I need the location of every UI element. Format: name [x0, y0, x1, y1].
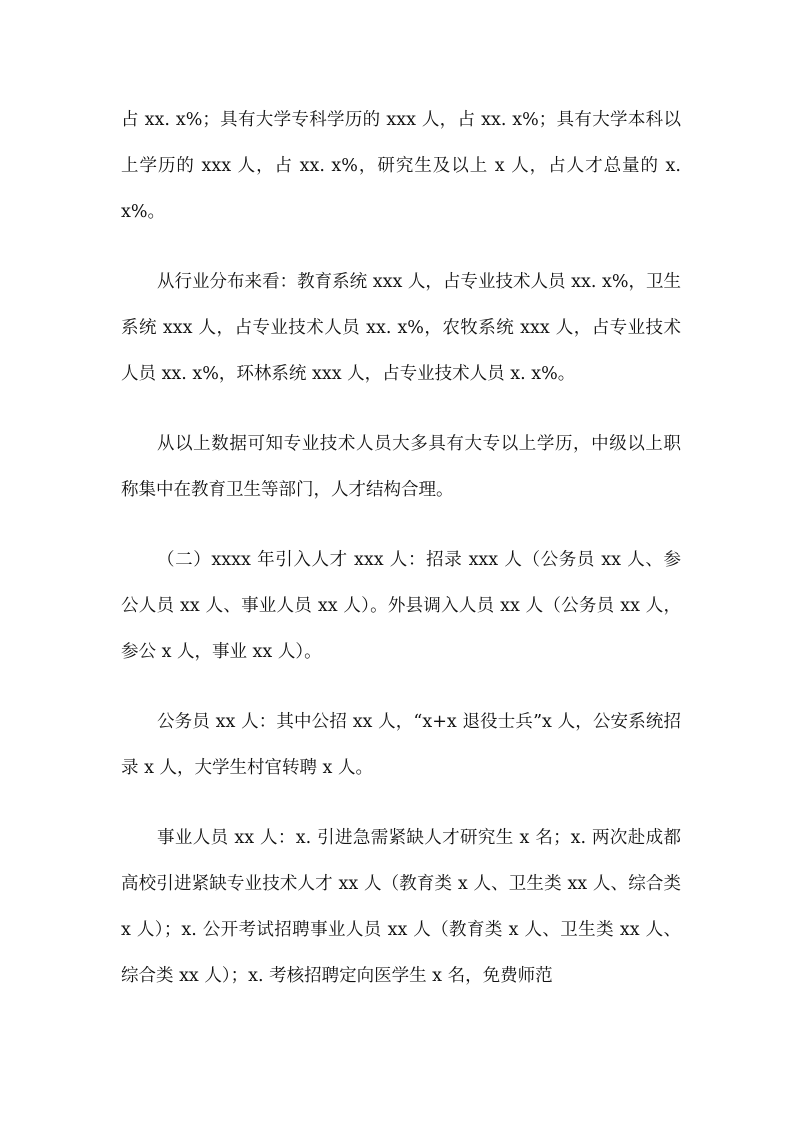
paragraph-public-institution-staff: 事业人员 xx 人：x. 引进急需紧缺人才研究生 x 名；x. 两次赴成都高校引进紧缺专业技术人才 xx 人（教育类 x 人、卫生类 xx 人、综合类 x 人）；x. 公开考试招聘事业人员 xx 人（教育类 x 人、卫生类 xx 人、综合类 xx 人）；x. 考核招聘定向医学生 x 名，免费师范 — [121, 828, 681, 986]
paragraph-talent-introduction: （二）xxxx 年引入人才 xxx 人：招录 xxx 人（公务员 xx 人、参公人员 xx 人、事业人员 xx 人）。外县调入人员 xx 人（公务员 xx 人，参公 x 人，事业 xx 人）。 — [121, 550, 681, 662]
paragraph-education-stats: 占 xx. x%；具有大学专科学历的 xxx 人，占 xx. x%；具有大学本科以上学历的 xxx 人，占 xx. x%，研究生及以上 x 人，占人才总量的 x. x%。 — [121, 110, 681, 222]
paragraph-industry-distribution: 从行业分布来看：教育系统 xxx 人，占专业技术人员 xx. x%，卫生系统 xxx 人，占专业技术人员 xx. x%，农牧系统 xxx 人，占专业技术人员 xx. x%，环林系统 xxx 人，占专业技术人员 x. x%。 — [121, 272, 681, 384]
document-body — [121, 97, 681, 999]
paragraph-conclusion: 从以上数据可知专业技术人员大多具有大专以上学历，中级以上职称集中在教育卫生等部门，人才结构合理。 — [121, 434, 681, 500]
paragraph-civil-servants: 公务员 xx 人：其中公招 xx 人，“x+x 退役士兵”x 人，公安系统招录 x 人，大学生村官转聘 x 人。 — [121, 712, 681, 778]
